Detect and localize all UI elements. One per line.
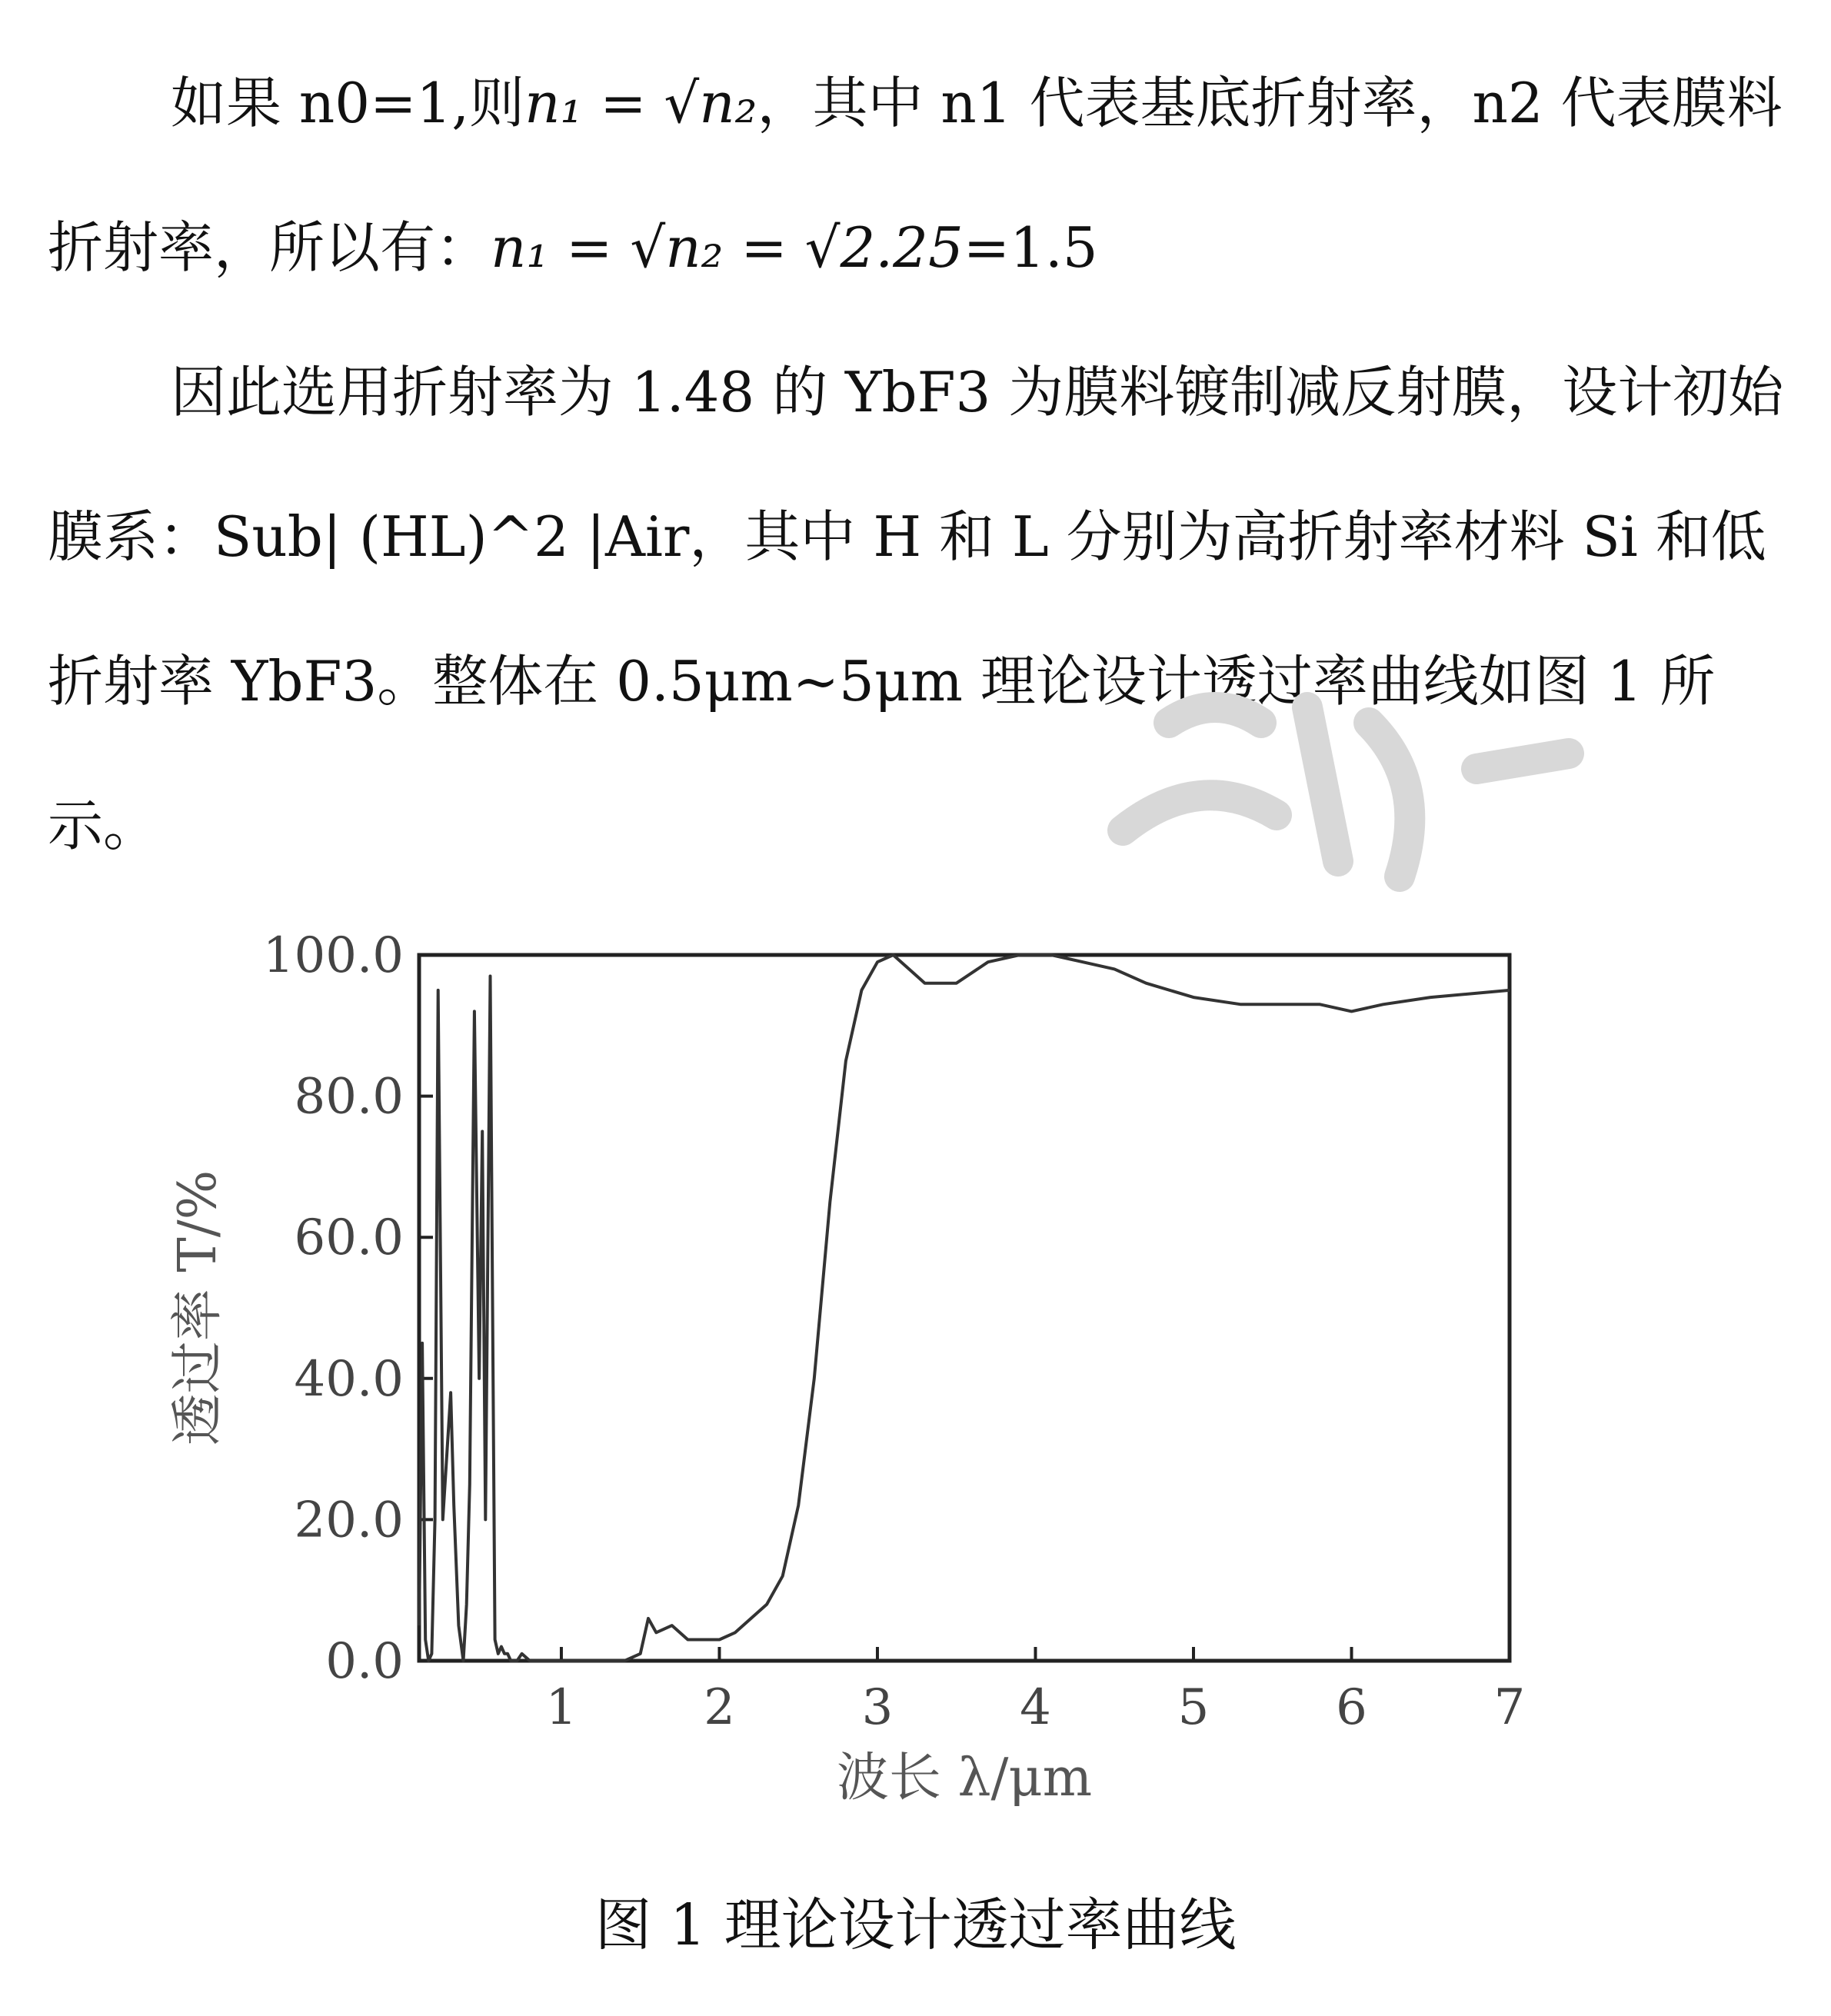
- x-tick-label: 7: [1493, 1679, 1526, 1736]
- formula-n1-eq-sqrt-n2: n₁ = √n₂: [524, 71, 757, 135]
- x-axis-label: 波长 λ/μm: [836, 1748, 1093, 1808]
- y-axis-label: 透过率 T/%: [168, 1169, 228, 1446]
- transmittance-chart: [0, 884, 1831, 1845]
- x-tick-label: 2: [704, 1679, 735, 1736]
- paragraph-2-text: 因此选用折射率为 1.48 的 YbF3 为膜料镀制减反射膜，设计初始膜系：Sub| (HL)^2 |Air，其中 H 和 L 分别为高折射率材料 Si 和低折射率 YbF3。整体在 0.5μm~5μm 理论设计透过率曲线如图 1 所示。: [48, 360, 1784, 858]
- x-tick-label: 1: [545, 1679, 578, 1736]
- y-tick-label: 20.0: [294, 1492, 404, 1549]
- paragraph-1-text-c: =1.5: [963, 215, 1098, 280]
- x-tick-label: 3: [861, 1679, 894, 1736]
- x-tick-label: 4: [1020, 1679, 1051, 1736]
- transmittance-curve: [419, 955, 1510, 1661]
- figure-caption: 图 1 理论设计透过率曲线: [594, 1892, 1237, 1958]
- plot-frame: [419, 955, 1510, 1661]
- paragraph-1: [48, 31, 1789, 320]
- y-axis-ticks: [263, 927, 433, 1690]
- y-tick-label: 40.0: [294, 1350, 404, 1408]
- y-tick-label: 60.0: [294, 1209, 404, 1267]
- paragraph-1-text-b: ，其中 n1 代表基底折射率，n2 代表膜料折射率，所以有：: [48, 71, 1783, 280]
- paragraph-1-text-a: 如果 n0=1,则: [171, 71, 525, 135]
- y-tick-label: 80.0: [294, 1068, 404, 1126]
- y-tick-label: 0.0: [325, 1633, 404, 1690]
- y-tick-label: 100.0: [262, 927, 404, 984]
- x-tick-label: 5: [1177, 1679, 1210, 1736]
- formula-n1-eq-sqrt-2-25: n₁ = √n₂ = √2.25: [491, 215, 964, 280]
- x-tick-label: 6: [1336, 1679, 1367, 1736]
